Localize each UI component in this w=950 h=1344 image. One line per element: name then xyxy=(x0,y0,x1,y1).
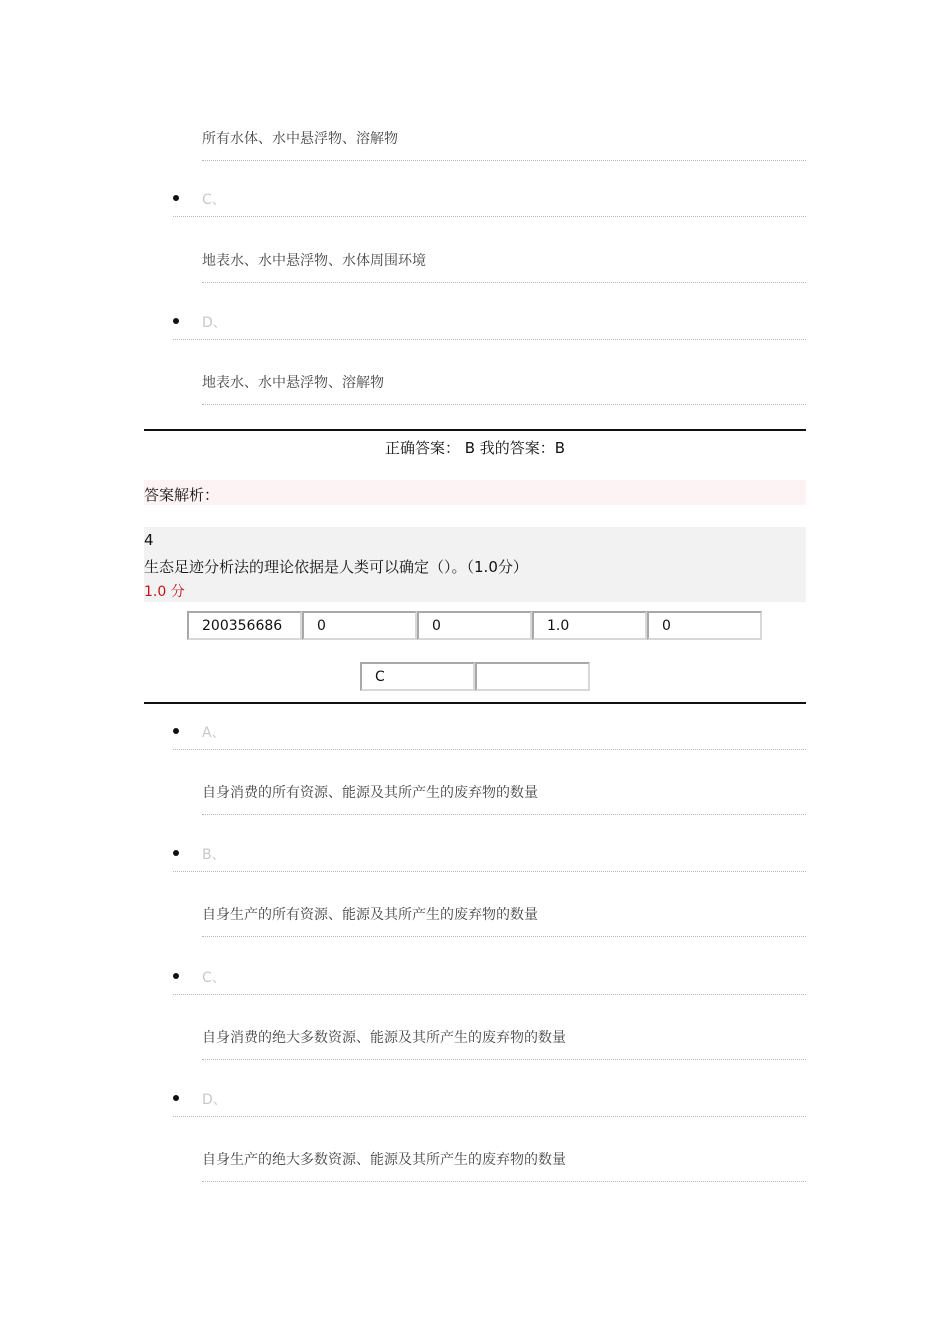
option-text: 自身生产的所有资源、能源及其所产生的废弃物的数量 xyxy=(202,904,806,937)
option-letter: C、 xyxy=(202,970,226,986)
answer-line: 正确答案： B 我的答案：B xyxy=(384,439,566,457)
table-cell: 0 xyxy=(302,611,417,640)
option-letter: C、 xyxy=(202,192,226,208)
answer-analysis: 答案解析： xyxy=(144,480,806,505)
question-block xyxy=(144,527,806,602)
option-letter: D、 xyxy=(202,315,227,331)
option-letter: A、 xyxy=(202,725,226,741)
option-d[interactable] xyxy=(173,316,806,340)
question-number: 4 xyxy=(144,531,154,549)
bullet-icon xyxy=(173,195,179,201)
question-text: 生态足迹分析法的理论依据是人类可以确定（）。（1.0分） xyxy=(144,558,528,576)
option-text: 所有水体、水中悬浮物、溶解物 xyxy=(202,128,806,161)
table-cell: 0 xyxy=(417,611,532,640)
table-cell xyxy=(475,662,590,691)
bullet-icon xyxy=(173,1095,179,1101)
option-text: 地表水、水中悬浮物、溶解物 xyxy=(202,372,806,405)
option-text: 自身消费的所有资源、能源及其所产生的废弃物的数量 xyxy=(202,782,806,815)
table-cell: 1.0 xyxy=(532,611,647,640)
option-b[interactable] xyxy=(173,848,806,872)
bullet-icon xyxy=(173,850,179,856)
divider xyxy=(144,702,806,704)
option-text: 自身生产的绝大多数资源、能源及其所产生的废弃物的数量 xyxy=(202,1149,806,1182)
option-letter: B、 xyxy=(202,847,226,863)
question-score: 1.0 分 xyxy=(144,584,185,600)
option-c[interactable] xyxy=(173,193,806,217)
divider xyxy=(144,429,806,431)
table-cell: 200356686 xyxy=(187,611,302,640)
bullet-icon xyxy=(173,318,179,324)
option-letter: D、 xyxy=(202,1092,227,1108)
option-d[interactable] xyxy=(173,1093,806,1117)
option-c[interactable] xyxy=(173,971,806,995)
bullet-icon xyxy=(173,973,179,979)
bullet-icon xyxy=(173,728,179,734)
option-a[interactable] xyxy=(173,726,806,750)
table-cell: C xyxy=(360,662,475,691)
option-text: 自身消费的绝大多数资源、能源及其所产生的废弃物的数量 xyxy=(202,1027,806,1060)
option-text: 地表水、水中悬浮物、水体周围环境 xyxy=(202,250,806,283)
table-cell: 0 xyxy=(647,611,762,640)
